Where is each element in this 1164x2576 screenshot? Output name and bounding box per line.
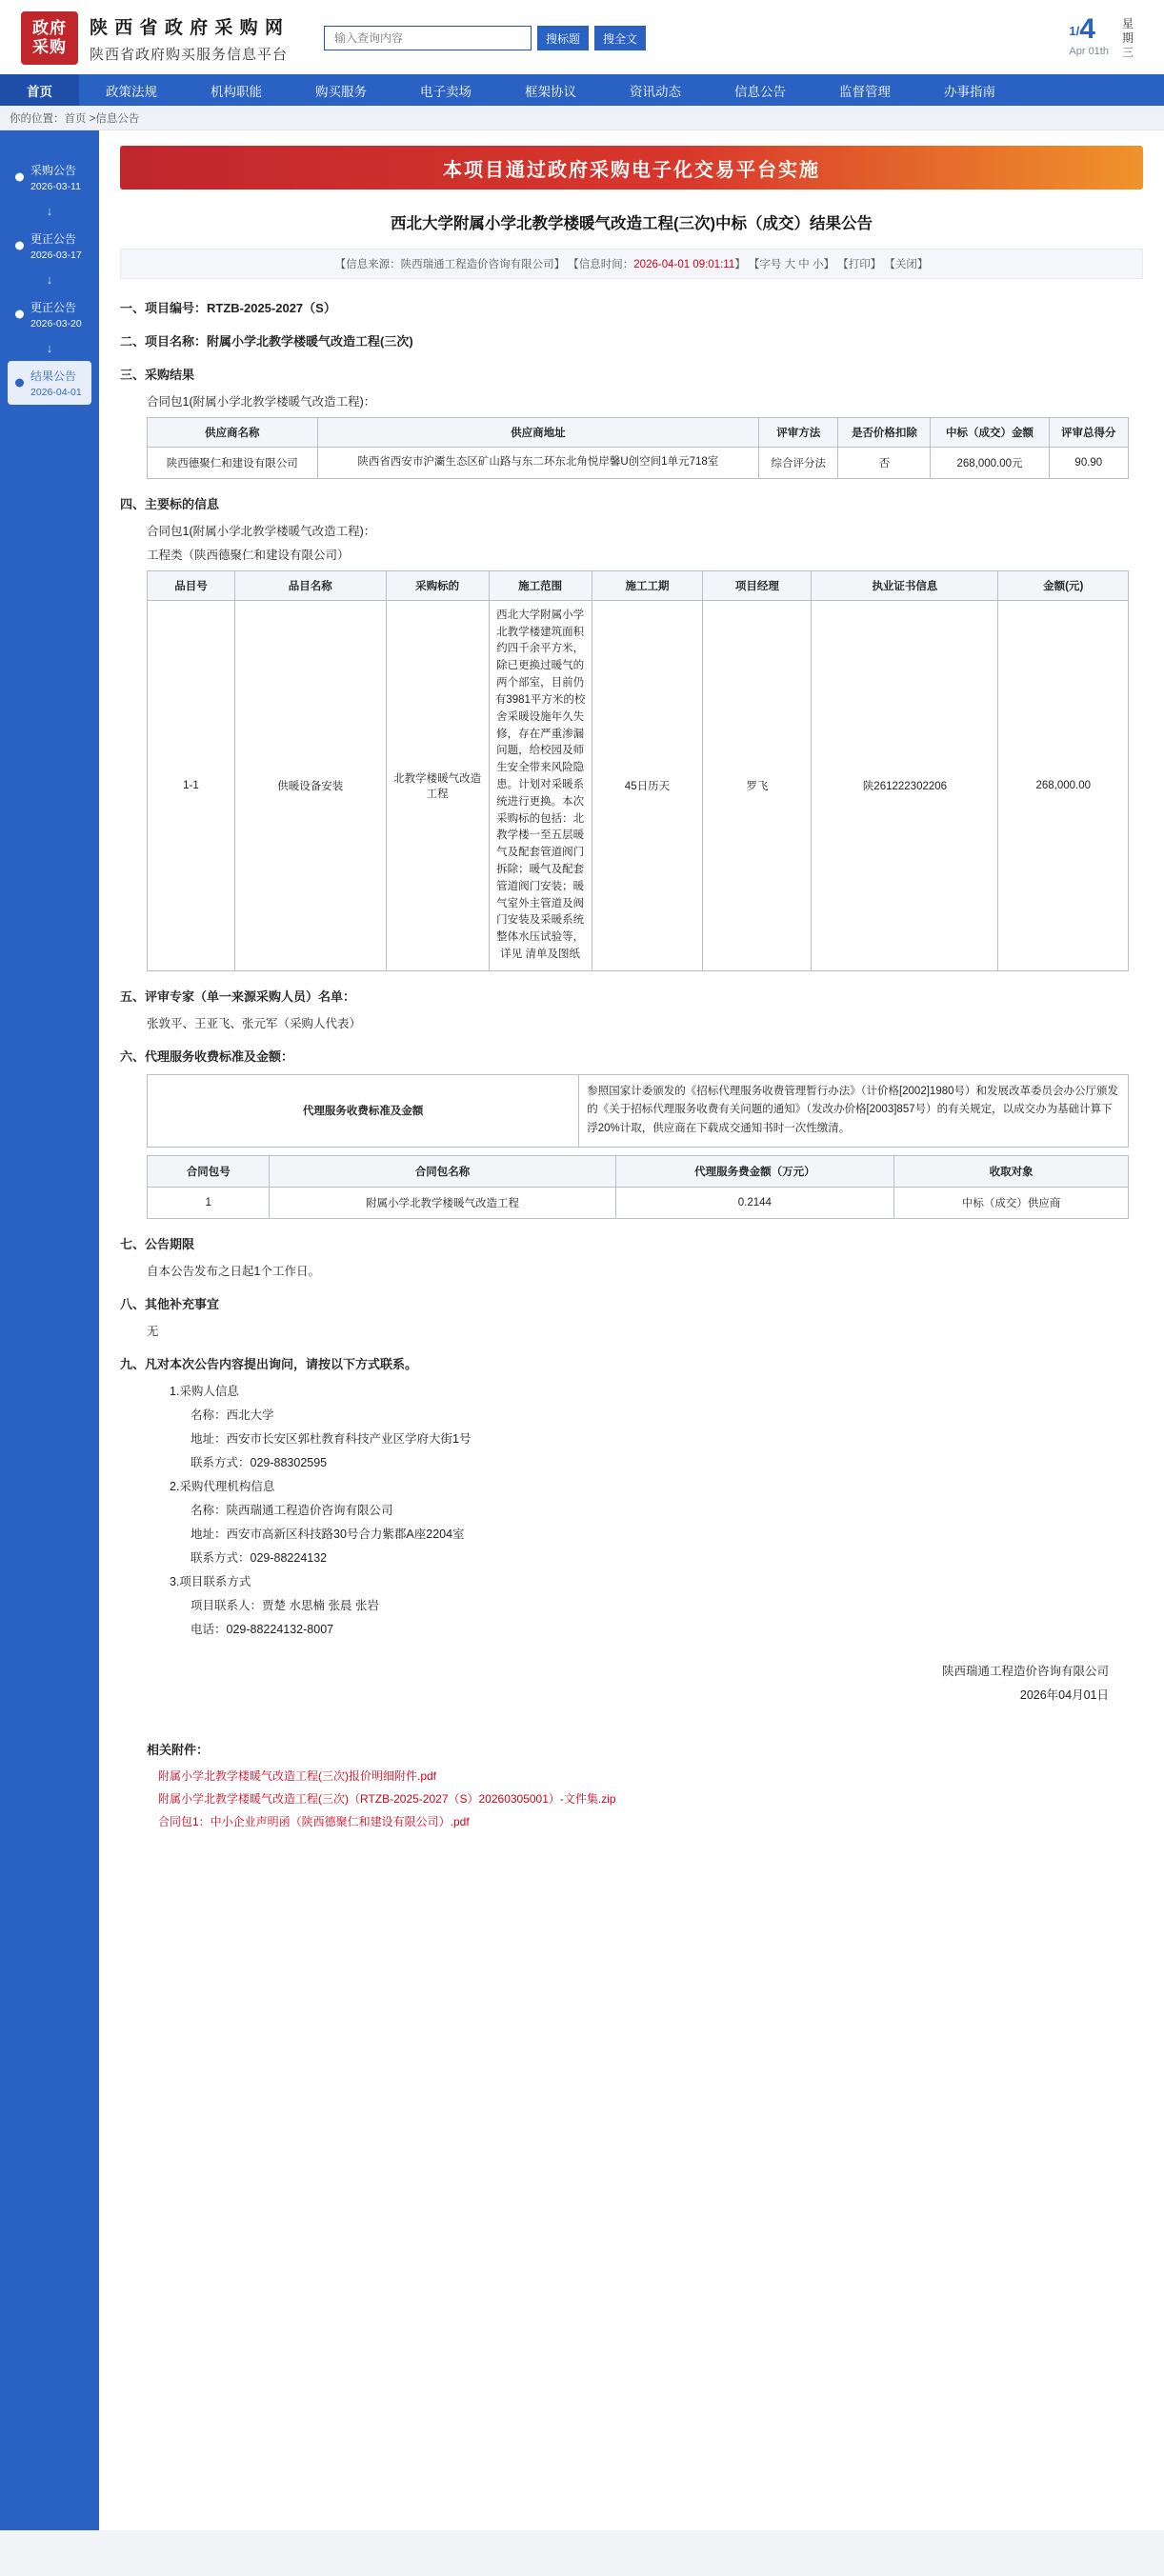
section-5-experts: 张敦平、王亚飞、张元军（采购人代表） — [147, 1016, 362, 1030]
nav-item-3[interactable]: 购买服务 — [315, 84, 367, 99]
attachment-link-2[interactable]: 合同包1：中小企业声明函（陕西德聚仁和建设有限公司）.pdf — [158, 1814, 470, 1828]
td-fee-payer: 中标（成交）供应商 — [894, 1187, 1129, 1218]
th-project-manager: 项目经理 — [703, 570, 812, 600]
step-label-0: 采购公告 — [30, 164, 77, 177]
th-duration: 施工工期 — [592, 570, 703, 600]
meta-time-label: 【信息时间： — [568, 259, 634, 270]
nav-item-4[interactable]: 电子卖场 — [420, 84, 472, 99]
attachments-title: 相关附件： — [147, 1742, 210, 1757]
signature-org: 陕西瑞通工程造价咨询有限公司 — [941, 1664, 1109, 1678]
fee-standard-label: 代理服务收费标准及金额 — [148, 1074, 579, 1147]
site-logo[interactable] — [21, 11, 78, 65]
nav-item-7[interactable]: 信息公告 — [734, 84, 786, 99]
contact-purchaser-tel: 联系方式：029-88302595 — [191, 1455, 328, 1469]
td-project-manager: 罗飞 — [703, 600, 812, 970]
logo-line-1: 政府 — [32, 19, 67, 38]
process-sidebar — [0, 130, 99, 2530]
page-title: 西北大学附属小学北教学楼暖气改造工程(三次)中标（成交）结果公告 — [391, 215, 873, 232]
signature-date: 2026年04月01日 — [1019, 1687, 1109, 1702]
td-construction-scope: 西北大学附属小学北教学楼建筑面积约四千余平方米，除已更换过暖气的两个部室，目前仍有3981平方米的校舍采暖设施年久失修，存在严重渗漏问题，给校园及师生安全带来风险隐患。计划对采暖系统进行更换。本次采购标的包括：北教学楼一至五层暖气及配套管道阀门拆除；暖气及配套管道阀门安装；暖气室外主管道及阀门安装及采暖系统整体水压试验等，详见 清单及图纸 — [489, 600, 592, 970]
th-supplier-name: 供应商名称 — [148, 418, 318, 448]
section-9-title: 九、凡对本次公告内容提出询问，请按以下方式联系。 — [120, 1356, 418, 1371]
th-procurement-target: 采购标的 — [386, 570, 489, 600]
section-2-title: 二、项目名称：附属小学北教学楼暖气改造工程(三次) — [120, 334, 413, 349]
step-arrow-icon-2: ↓ — [46, 341, 53, 355]
section-8-title: 八、其他补充事宜 — [120, 1296, 220, 1311]
section-5-title: 五、评审专家（单一来源采购人员）名单： — [120, 988, 356, 1004]
date-block — [1069, 12, 1143, 60]
contact-purchaser-name: 名称：西北大学 — [191, 1408, 274, 1422]
th-item-no: 品目号 — [148, 570, 235, 600]
logo-line-2: 采购 — [32, 38, 67, 56]
agency-fee-table — [147, 1074, 1129, 1148]
th-price-deduction: 是否价格扣除 — [838, 418, 931, 448]
nav-item-2[interactable]: 机构职能 — [211, 84, 262, 99]
step-dot-icon — [15, 310, 24, 319]
weekday — [1122, 17, 1134, 60]
nav-item-8[interactable]: 监督管理 — [839, 84, 891, 99]
contact-purchaser-address: 地址：西安市长安区郭杜教育科技产业区学府大街1号 — [191, 1431, 472, 1446]
td-license-info: 陕261222302206 — [812, 600, 998, 970]
td-fee-amount: 0.2144 — [615, 1187, 894, 1218]
agency-fee-detail-table — [147, 1155, 1129, 1219]
th-supplier-address: 供应商地址 — [317, 418, 759, 448]
target-info-table — [147, 570, 1129, 971]
table-row — [148, 1187, 1129, 1218]
contact-project-title: 3.项目联系方式 — [170, 1574, 251, 1588]
step-label-1: 更正公告 — [30, 232, 77, 246]
section-3-package: 合同包1(附属小学北教学楼暖气改造工程)： — [147, 395, 376, 409]
body-wrap — [0, 130, 1164, 2530]
section-7-title: 七、公告期限 — [120, 1236, 195, 1251]
td-procurement-target: 北教学楼暖气改造工程 — [386, 600, 489, 970]
th-package-no: 合同包号 — [148, 1155, 270, 1187]
sidebar-step-2[interactable] — [8, 292, 91, 336]
step-date-0: 2026-03-11 — [30, 181, 81, 192]
step-dot-icon — [15, 173, 24, 182]
td-package-no: 1 — [148, 1187, 270, 1218]
meta-time-value: 2026-04-01 09:01:11 — [633, 259, 735, 270]
breadcrumb: 你的位置：首页 >信息公告 — [0, 106, 1164, 130]
step-label-2: 更正公告 — [30, 301, 77, 314]
sidebar-step-3[interactable] — [8, 361, 91, 405]
th-review-method: 评审方法 — [759, 418, 838, 448]
contact-agency-address: 地址：西安市高新区科技路30号合力紫郡A座2204室 — [191, 1527, 465, 1541]
contact-purchaser-title: 1.采购人信息 — [170, 1384, 239, 1398]
section-4-package: 合同包1(附属小学北教学楼暖气改造工程)： — [147, 524, 376, 538]
meta-print-button[interactable]: 【打印】 — [837, 259, 882, 270]
date-sub: Apr 01th — [1069, 45, 1109, 57]
table-header-row — [148, 418, 1129, 448]
nav-item-6[interactable]: 资讯动态 — [630, 84, 681, 99]
step-date-2: 2026-03-20 — [30, 318, 82, 329]
result-table — [147, 417, 1129, 479]
search-input[interactable] — [332, 30, 523, 46]
td-amount: 268,000.00 — [998, 600, 1129, 970]
th-amount: 金额(元) — [998, 570, 1129, 600]
search-fulltext-button[interactable]: 搜全文 — [594, 26, 646, 50]
th-award-amount: 中标（成交）金额 — [931, 418, 1049, 448]
contact-project-tel: 电话：029-88224132-8007 — [191, 1622, 334, 1636]
td-item-name: 供暖设备安装 — [234, 600, 386, 970]
attachment-link-0[interactable]: 附属小学北教学楼暖气改造工程(三次)报价明细附件.pdf — [158, 1768, 437, 1783]
nav-item-9[interactable]: 办事指南 — [944, 84, 995, 99]
th-fee-payer: 收取对象 — [894, 1155, 1129, 1187]
contact-agency-tel: 联系方式：029-88224132 — [191, 1550, 328, 1565]
section-7-text: 自本公告发布之日起1个工作日。 — [147, 1264, 320, 1278]
fee-standard-description: 参照国家计委颁发的《招标代理服务收费管理暂行办法》（计价格[2002]1980号）和发展改革委员会办公厅颁发的《关于招标代理服务收费有关问题的通知》（发改办价格[2003]857号）的有关规定，以成交办为基础计算下浮20%计取，供应商在下载成交通知书时一次性缴清。 — [579, 1074, 1129, 1147]
nav-item-1[interactable]: 政策法规 — [106, 84, 157, 99]
meta-close-button[interactable]: 【关闭】 — [884, 259, 929, 270]
step-date-3: 2026-04-01 — [30, 387, 82, 398]
section-4-title: 四、主要标的信息 — [120, 496, 220, 511]
table-header-row — [148, 570, 1129, 600]
search-area — [324, 26, 646, 50]
td-supplier-address: 陕西省西安市沪灞生态区矿山路与东二环东北角悦岸馨U创空间1单元718室 — [317, 448, 759, 479]
td-review-method: 综合评分法 — [759, 448, 838, 479]
table-header-row — [148, 1155, 1129, 1187]
td-price-deduction: 否 — [838, 448, 931, 479]
section-1-title: 一、项目编号：RTZB-2025-2027（S） — [120, 301, 336, 315]
site-subtitle: 陕西省政府购买服务信息平台 — [90, 46, 289, 63]
date-number: 1/4 — [1069, 12, 1095, 45]
section-4-category: 工程类（陕西德聚仁和建设有限公司） — [147, 548, 350, 562]
attachment-link-1[interactable]: 附属小学北教学楼暖气改造工程(三次)（RTZB-2025-2027（S）20260305001）-文件集.zip — [158, 1791, 616, 1806]
platform-banner: 本项目通过政府采购电子化交易平台实施 — [120, 146, 1143, 190]
section-3-title: 三、采购结果 — [120, 368, 195, 382]
td-total-score: 90.90 — [1049, 448, 1128, 479]
main-nav — [0, 74, 1164, 106]
th-fee-amount: 代理服务费金额（万元） — [615, 1155, 894, 1187]
contact-project-person: 项目联系人：贾楚 水思楠 张晨 张岩 — [191, 1598, 379, 1612]
sidebar-step-1[interactable] — [8, 224, 91, 268]
table-row — [148, 600, 1129, 970]
document-meta-bar — [120, 249, 1143, 279]
weekday-3: 三 — [1121, 45, 1134, 59]
site-title: 陕 西 省 政 府 采 购 网 — [90, 17, 284, 38]
meta-time-tail: 】 — [734, 259, 746, 270]
nav-item-0[interactable]: 首页 — [0, 74, 79, 106]
meta-font-size-control[interactable]: 【字号 大 中 小】 — [748, 259, 835, 270]
td-item-no: 1-1 — [148, 600, 235, 970]
meta-source-value: 陕西瑞通工程造价咨询有限公司 — [400, 259, 554, 270]
sidebar-step-0[interactable] — [8, 155, 91, 199]
search-title-button[interactable]: 搜标题 — [537, 26, 589, 50]
td-award-amount: 268,000.00元 — [931, 448, 1049, 479]
step-label-3: 结果公告 — [30, 369, 77, 383]
th-total-score: 评审总得分 — [1049, 418, 1128, 448]
nav-item-5[interactable]: 框架协议 — [525, 84, 576, 99]
step-arrow-icon-0: ↓ — [46, 204, 53, 218]
contact-agency-name: 名称：陕西瑞通工程造价咨询有限公司 — [191, 1503, 393, 1517]
contact-agency-title: 2.采购代理机构信息 — [170, 1479, 275, 1493]
td-supplier-name: 陕西德聚仁和建设有限公司 — [148, 448, 318, 479]
section-8-text: 无 — [147, 1324, 159, 1338]
signature-block — [120, 1660, 1109, 1707]
meta-source-tail: 】 — [553, 259, 566, 270]
table-row — [148, 448, 1129, 479]
step-date-1: 2026-03-17 — [30, 250, 82, 261]
site-title-block — [90, 13, 288, 64]
weekday-1: 星 — [1121, 16, 1134, 30]
step-dot-icon — [15, 242, 24, 250]
step-arrow-icon-1: ↓ — [46, 272, 53, 287]
search-input-box[interactable] — [324, 26, 532, 50]
site-header — [0, 0, 1164, 74]
table-row — [148, 1074, 1129, 1147]
th-construction-scope: 施工范围 — [489, 570, 592, 600]
meta-source-label: 【信息来源： — [334, 259, 401, 270]
weekday-2: 期 — [1121, 30, 1134, 45]
step-dot-icon — [15, 379, 24, 388]
td-duration: 45日历天 — [592, 600, 703, 970]
td-package-name: 附属小学北教学楼暖气改造工程 — [270, 1187, 615, 1218]
th-package-name: 合同包名称 — [270, 1155, 615, 1187]
section-6-title: 六、代理服务收费标准及金额： — [120, 1048, 294, 1064]
document-content — [99, 130, 1164, 2530]
th-item-name: 品目名称 — [234, 570, 386, 600]
th-license-info: 执业证书信息 — [812, 570, 998, 600]
